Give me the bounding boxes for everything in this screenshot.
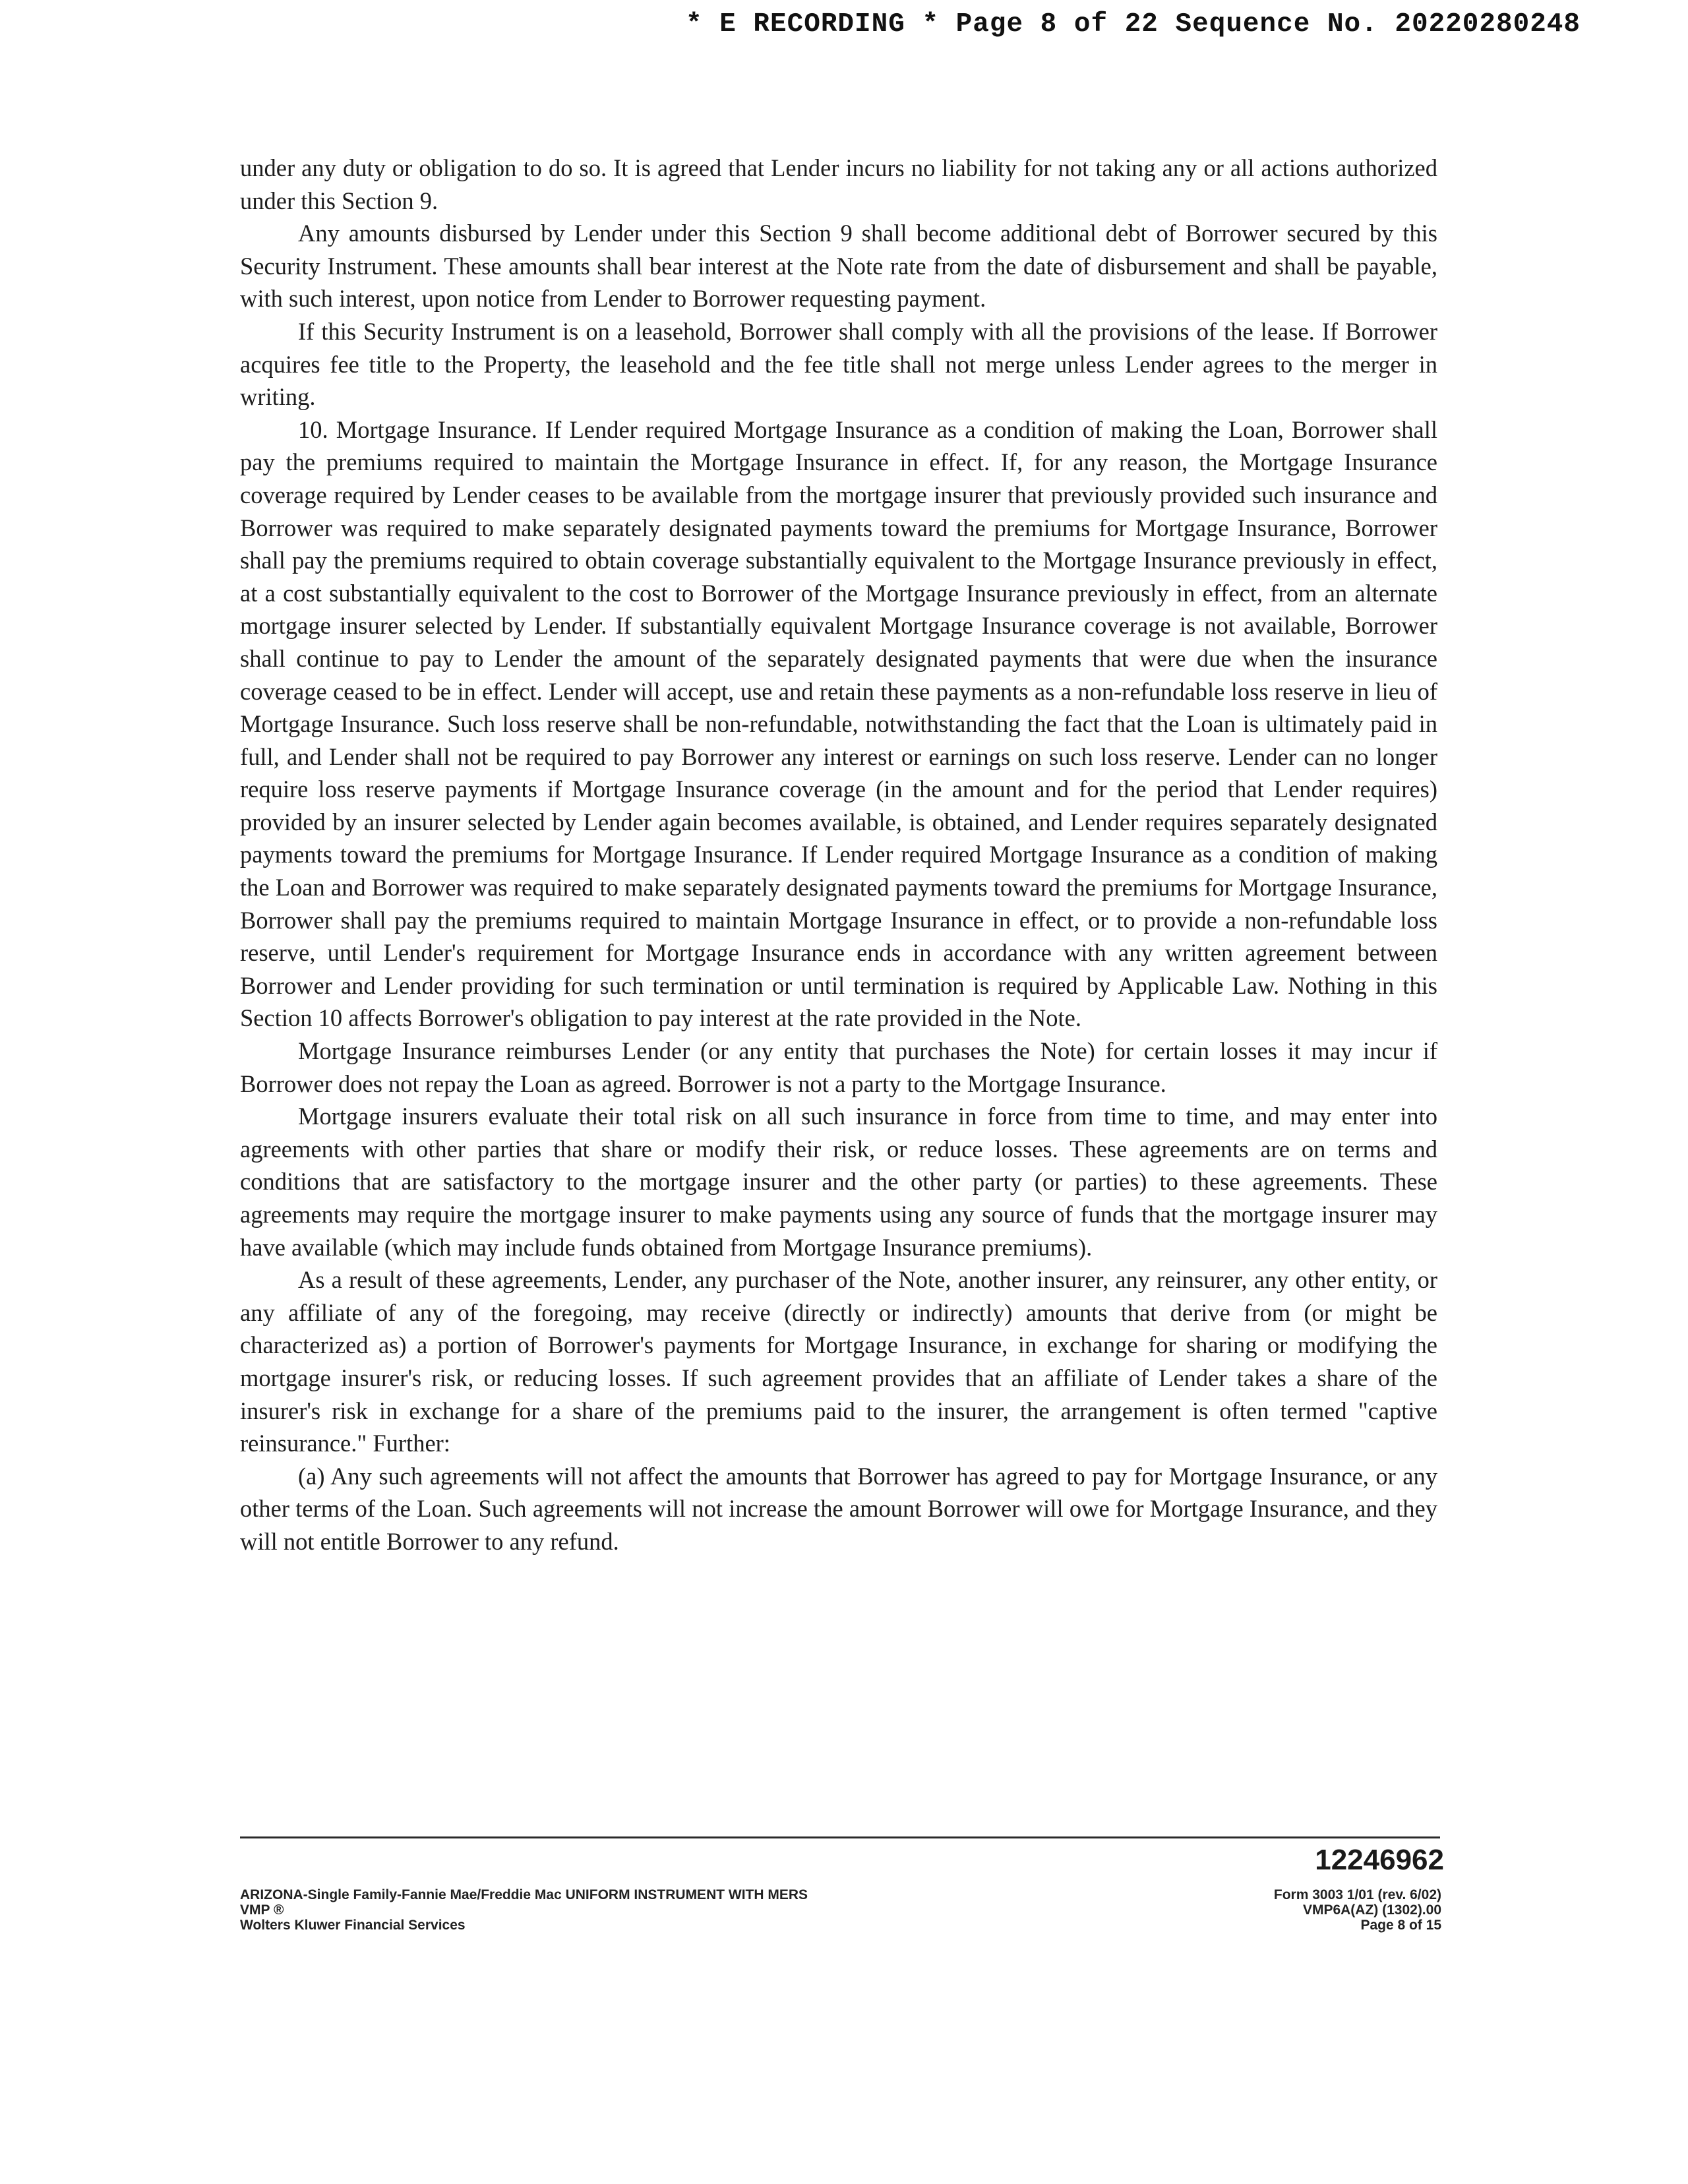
paragraph-leasehold: If this Security Instrument is on a leasehold, Borrower shall comply with all the provisions of the lease. If Borrower acquires fee title to the Property, the leasehold and the fee title shall not merge unless Lender agrees to the merger in writing. — [240, 317, 1437, 411]
paragraph-agreements-result: As a result of these agreements, Lender, any purchaser of the Note, another insurer, any reinsurer, any other entity, or any affiliate of any of the foregoing, may receive (directly or indirectly) amounts that derive from (or might be characterized as) a portion of Borrower's payments for Mortgage Insurance, in exchange for sharing or modifying the mortgage insurer's risk, or reducing losses. If such agreement provides that an affiliate of Lender takes a share of the insurer's risk in exchange for a share of the premiums paid to the insurer, the arrangement is often termed "captive reinsurance." Further: — [240, 1266, 1437, 1457]
footer-form-number — [1274, 1887, 1441, 1933]
paragraph-disbursed-amounts: Any amounts disbursed by Lender under this Section 9 shall become additional debt of Borrower secured by this Security Instrument. These amounts shall bear interest at the Note rate from the date of disbursement and shall be payable, with such interest, upon notice from Lender to Borrower requesting payment. — [240, 220, 1437, 313]
footer-form-title: ARIZONA-Single Family-Fannie Mae/Freddie Mac UNIFORM INSTRUMENT WITH MERS — [240, 1887, 808, 1902]
paragraph-mi-reimburses: Mortgage Insurance reimburses Lender (or any entity that purchases the Note) for certain losses it may incur if Borrower does not repay the Loan as agreed. Borrower is not a party to the Mortgage Insurance. — [240, 1037, 1437, 1097]
paragraph-section9-continuation: under any duty or obligation to do so. It is agreed that Lender incurs no liability for not taking any or all actions authorized under this Section 9. — [240, 154, 1437, 214]
recording-header: * E RECORDING * Page 8 of 22 Sequence No. 20220280248 — [686, 9, 1581, 40]
footer-vmp-mark: VMP ® — [240, 1902, 284, 1918]
paragraph-section10-mortgage-insurance: 10. Mortgage Insurance. If Lender required Mortgage Insurance as a condition of making the Loan, Borrower shall pay the premiums required to maintain the Mortgage Insurance in effect. If, for any reason, the Mortgage Insurance coverage required by Lender ceases to be available from the mortgage insurer that previously provided such insurance and Borrower was required to make separately designated payments toward the premiums for Mortgage Insurance, Borrower shall pay the premiums required to obtain coverage substantially equivalent to the Mortgage Insurance previously in effect, at a cost substantially equivalent to the cost to Borrower of the Mortgage Insurance previously in effect, from an alternate mortgage insurer selected by Lender. If substantially equivalent Mortgage Insurance coverage is not available, Borrower shall continue to pay to Lender the amount of the separately designated payments that were due when the insurance coverage ceased to be in effect. Lender will accept, use and retain these payments as a non-refundable loss reserve in lieu of Mortgage Insurance. Such loss reserve shall be non-refundable, notwithstanding the fact that the Loan is ultimately paid in full, and Lender shall not be required to pay Borrower any interest or earnings on such loss reserve. Lender can no longer require loss reserve payments if Mortgage Insurance coverage (in the amount and for the period that Lender requires) provided by an insurer selected by Lender again becomes available, is obtained, and Lender requires separately designated payments toward the premiums for Mortgage Insurance. If Lender required Mortgage Insurance as a condition of making the Loan and Borrower was required to make separately designated payments toward the premiums for Mortgage Insurance, Borrower shall pay the premiums required to maintain Mortgage Insurance in effect, or to provide a non-refundable loss reserve, until Lender's requirement for Mortgage Insurance ends in accordance with any written agreement between Borrower and Lender providing for such termination or until termination is required by Applicable Law. Nothing in this Section 10 affects Borrower's obligation to pay interest at the rate provided in the Note. — [240, 415, 1437, 1032]
footer-form-revision: Form 3003 1/01 (rev. 6/02) — [1273, 1887, 1441, 1902]
document-body — [240, 152, 1437, 1558]
footer-page-number: Page 8 of 15 — [1360, 1918, 1441, 1933]
footer-publisher: Wolters Kluwer Financial Services — [240, 1918, 466, 1933]
footer-divider — [240, 1836, 1440, 1838]
footer-form-code: VMP6A(AZ) (1302).00 — [1302, 1902, 1441, 1918]
paragraph-mi-insurers-evaluate: Mortgage insurers evaluate their total risk on all such insurance in force from time to time, and may enter into agreements with other parties that share or modify their risk, or reduce losses. These agreements are on terms and conditions that are satisfactory to the mortgage insurer and the other party (or parties) to these agreements. These agreements may require the mortgage insurer to make payments using any source of funds that the mortgage insurer may have available (which may include funds obtained from Mortgage Insurance premiums). — [240, 1103, 1437, 1261]
loan-number: 12246962 — [1315, 1844, 1444, 1876]
paragraph-item-a: (a) Any such agreements will not affect the amounts that Borrower has agreed to pay for Mortgage Insurance, or any other terms of the Loan. Such agreements will not increase the amount Borrower will owe for Mortgage Insurance, and they will not entitle Borrower to any refund. — [240, 1462, 1437, 1555]
footer-form-info — [240, 1887, 808, 1933]
